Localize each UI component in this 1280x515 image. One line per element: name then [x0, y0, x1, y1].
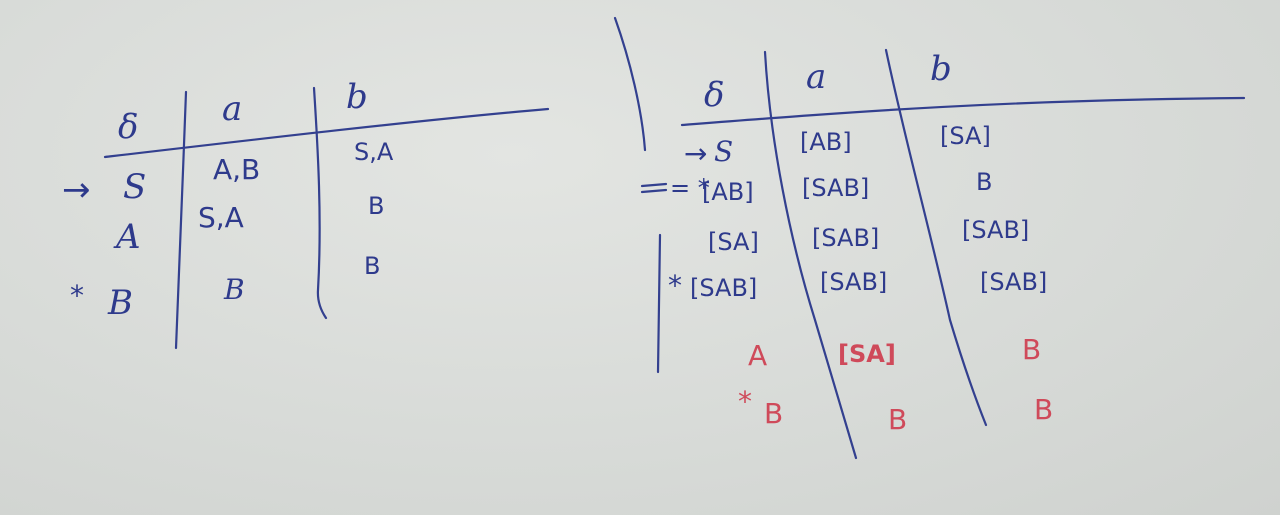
right-row4-b: [SAB] [980, 268, 1048, 296]
right-header-b: b [930, 49, 952, 89]
left-row3-mark: * [70, 279, 84, 312]
right-header-delta: δ [704, 75, 725, 115]
left-divider-1 [176, 92, 186, 348]
red-row2-b: B [1034, 393, 1054, 426]
red-row1-a: [SA] [838, 340, 896, 368]
right-row3-state: [SA] [708, 228, 759, 256]
right-row2-state: [AB] [702, 178, 754, 206]
right-row1-b: [SA] [940, 122, 991, 150]
left-row1-mark: → [62, 170, 91, 210]
right-row1-mark: → [684, 137, 708, 170]
red-row2-mark: * [738, 385, 752, 418]
right-row4-a: [SAB] [820, 268, 888, 296]
right-bracket [658, 235, 660, 372]
red-row1-b: B [1022, 333, 1042, 366]
right-row2-a: [SAB] [802, 174, 870, 202]
equals-dash [642, 184, 666, 192]
left-header-b: b [346, 77, 368, 117]
red-row2-a: B [888, 403, 908, 436]
right-row2-b: B [976, 168, 993, 196]
right-header-a: a [806, 57, 827, 97]
right-row1-state: S [714, 135, 734, 168]
left-header-line [105, 109, 548, 157]
left-row2-a: S,A [198, 201, 244, 234]
left-row2-b: B [368, 192, 385, 220]
right-row3-b: [SAB] [962, 216, 1030, 244]
right-row4-state: [SAB] [690, 274, 758, 302]
right-header-line [682, 98, 1244, 125]
left-row1-state: S [123, 167, 147, 207]
right-row4-mark: * [668, 269, 682, 302]
left-row3-a: B [224, 273, 245, 306]
left-header-delta: δ [118, 107, 139, 147]
left-row1-a: A,B [213, 153, 261, 186]
red-row2-state: B [764, 397, 784, 430]
left-row2-state: A [116, 217, 141, 257]
right-row3-a: [SAB] [812, 224, 880, 252]
right-row1-a: [AB] [800, 128, 852, 156]
left-row3-b: B [364, 252, 381, 280]
right-row2-mark: = * [670, 174, 710, 202]
separator-line [615, 18, 645, 150]
left-header-a: a [222, 89, 243, 129]
left-divider-2 [314, 88, 326, 318]
left-row1-b: S,A [354, 138, 394, 166]
left-row3-state: B [108, 283, 133, 323]
red-row1-state: A [748, 339, 768, 372]
